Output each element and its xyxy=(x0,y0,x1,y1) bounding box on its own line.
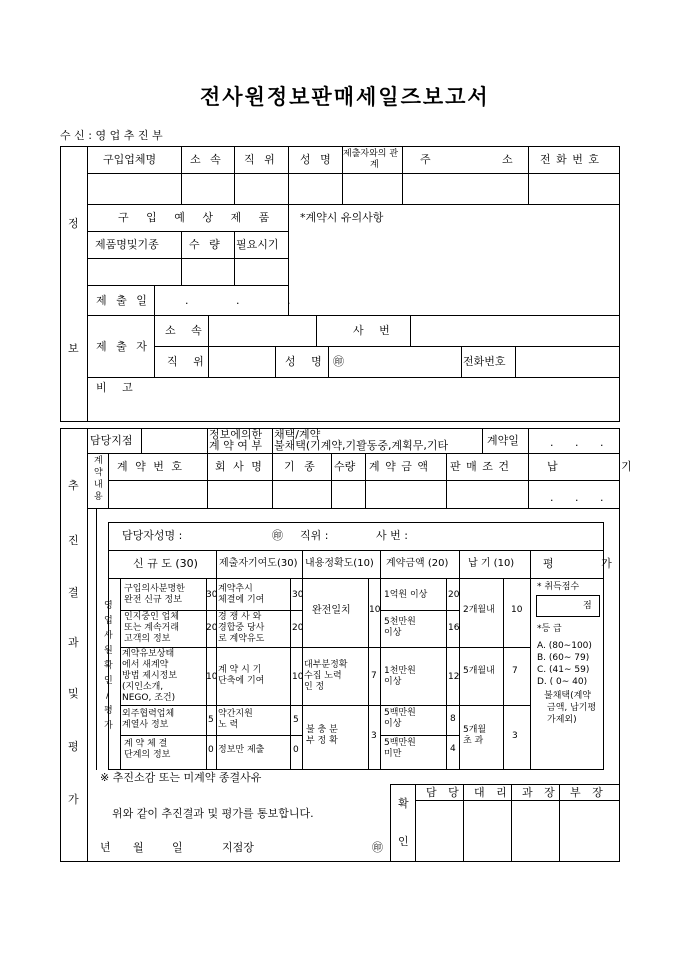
novelty-2-text-1: 인지중인 업체 xyxy=(124,612,180,622)
col-qty: 수량 xyxy=(334,460,356,473)
col-sales-terms: 판 매 조 건 xyxy=(450,460,510,473)
col-product-model: 제품명및기종 xyxy=(95,238,159,251)
submitter-phone-label: 전화번호 xyxy=(463,355,506,368)
novelty-4-text-2: 계열사 정보 xyxy=(122,720,169,730)
amount-4-score: 8 xyxy=(450,714,456,724)
eval-side-7: / xyxy=(106,691,110,701)
accuracy-1-score: 10 xyxy=(369,605,381,615)
contrib-1-text-1: 계약추시 xyxy=(218,584,253,594)
novelty-4-score: 5 xyxy=(208,715,214,725)
col-amount: 계 약 금 액 xyxy=(369,460,429,473)
grade-c: C. (41∼ 59) xyxy=(537,665,590,675)
submitter-position-label: 직 위 xyxy=(167,355,210,368)
hdr-relation-1: 제출자와의 관 xyxy=(343,149,399,159)
info-section xyxy=(60,146,620,422)
grade-a: A. (80∼100) xyxy=(537,641,592,651)
remarks-label: 비 고 xyxy=(96,381,139,394)
eval-col-contribution: 제출자기여도(30) xyxy=(219,558,298,569)
submitter-name-label: 성 명 xyxy=(285,355,328,368)
contrib-1-text-2: 체결에 기여 xyxy=(218,595,265,605)
amount-1-text: 1억원 이상 xyxy=(384,590,428,600)
eval-col-accuracy: 내용정확도(10) xyxy=(305,558,374,569)
delivery-2-score: 7 xyxy=(512,666,518,676)
novelty-3-text-1: 계약유보상태 xyxy=(122,649,175,659)
section-label-progress-6: 평 xyxy=(68,740,79,753)
section-label-progress-5: 및 xyxy=(68,687,79,700)
eval-side-1: 영 xyxy=(104,601,113,611)
delivery-2-text: 5개월내 xyxy=(463,666,495,676)
novelty-5-score: 0 xyxy=(208,745,214,755)
hdr-buyer: 구입업체명 xyxy=(103,153,157,166)
hdr-position: 직 위 xyxy=(244,153,278,166)
contract-date-label: 계약일 xyxy=(487,434,519,447)
novelty-5-text-2: 단계의 정보 xyxy=(124,750,171,760)
accuracy-2-score: 7 xyxy=(371,671,377,681)
approval-deputy: 대 리 xyxy=(474,786,511,799)
contract-side-3: 내 xyxy=(94,480,103,490)
amount-3-text-1: 1천만원 xyxy=(384,666,416,676)
confirm-label-1: 확 xyxy=(398,797,409,810)
novelty-2-text-2: 또는 계속거래 xyxy=(124,623,180,633)
rep-label: 담당자성명 : xyxy=(122,529,183,542)
contrib-2-text-2: 경합중 당사 xyxy=(218,623,265,633)
contract-date-value: . . . xyxy=(550,436,613,449)
hdr-phone: 전 화 번 호 xyxy=(540,153,600,166)
rating-note-1: 불채택(계약 xyxy=(544,691,591,701)
novelty-3-score: 10 xyxy=(206,672,218,682)
basis-label-1: 정보에의한 xyxy=(209,428,263,441)
submit-date-label: 제 출 일 xyxy=(96,294,150,307)
contrib-4-score: 5 xyxy=(293,715,299,725)
rep-position: 직위 : xyxy=(300,529,329,542)
score-title: * 취득점수 xyxy=(537,582,580,592)
amount-1-score: 20 xyxy=(448,590,460,600)
contrib-4-text-2: 노 력 xyxy=(218,720,239,730)
contract-side-4: 용 xyxy=(94,492,103,502)
hdr-relation-2: 계 xyxy=(370,160,379,170)
section-label-progress-7: 가 xyxy=(68,793,79,806)
rating-note-2: 금액, 납기평 xyxy=(547,703,597,713)
eval-side-6: 인 xyxy=(104,676,113,686)
approval-director: 부 장 xyxy=(570,786,607,799)
accuracy-2-text-1: 대부분정확 xyxy=(304,660,348,670)
branch-label: 담당지점 xyxy=(90,434,133,447)
novelty-2-text-3: 고객의 정보 xyxy=(124,634,171,644)
hdr-dept: 소 속 xyxy=(190,153,224,166)
eval-col-rating: 평 가 xyxy=(543,557,634,570)
form-title: 전사원정보판매세일즈보고서 xyxy=(200,84,490,109)
section-label-progress-1: 추 xyxy=(68,479,79,492)
contract-side-1: 계 xyxy=(94,456,103,466)
amount-4-text-2: 이상 xyxy=(384,719,402,729)
col-model: 기 종 xyxy=(284,460,318,473)
contrib-2-text-1: 경 쟁 사 와 xyxy=(218,612,262,622)
delivery-1-text: 2개월내 xyxy=(463,605,495,615)
date-day: 일 xyxy=(172,841,183,854)
novelty-4-text-1: 외주협력업체 xyxy=(122,709,175,719)
novelty-1-text-1: 구입의사분명한 xyxy=(124,584,185,594)
contrib-3-text-1: 계 약 시 기 xyxy=(218,665,262,675)
col-company: 회 사 명 xyxy=(215,460,264,473)
contract-note: *계약시 유의사항 xyxy=(300,211,384,224)
section-label-progress-3: 결 xyxy=(68,586,79,599)
hdr-address-1: 주 xyxy=(420,153,431,166)
product-header: 구 입 예 상 제 품 xyxy=(118,211,277,224)
delivery-3-text-1: 5개월 xyxy=(463,725,487,735)
novelty-1-score: 30 xyxy=(206,590,218,600)
novelty-2-score: 20 xyxy=(206,623,218,633)
accuracy-2-text-2: 수집 노력 xyxy=(304,671,342,681)
novelty-3-text-2: 에서 새계약 xyxy=(122,660,169,670)
contrib-3-text-2: 단축에 기여 xyxy=(218,676,265,686)
novelty-3-text-5: NEGO, 조건) xyxy=(122,693,176,703)
manager-label: 지점장 xyxy=(222,841,254,854)
novelty-1-text-2: 완전 신규 정보 xyxy=(124,595,182,605)
rating-note-3: 가제외) xyxy=(547,715,577,725)
eval-side-3: 사 xyxy=(104,631,113,641)
accuracy-3-text-2: 부 정 확 xyxy=(306,736,338,746)
manager-seal: ㊞ xyxy=(372,841,383,854)
amount-5-text-2: 미만 xyxy=(384,749,402,759)
amount-2-text-1: 5천만원 xyxy=(384,617,416,627)
submitter-label: 제 출 자 xyxy=(96,340,150,353)
accuracy-1-text: 완전일치 xyxy=(312,605,351,616)
amount-4-text-1: 5백만원 xyxy=(384,708,416,718)
accuracy-3-text-1: 불 충 분 xyxy=(306,725,338,735)
eval-col-delivery: 납 기 (10) xyxy=(468,558,515,569)
contrib-5-text-1: 정보만 제출 xyxy=(218,745,265,755)
eval-side-9: 가 xyxy=(104,721,113,731)
contrib-1-score: 30 xyxy=(292,590,304,600)
amount-3-score: 12 xyxy=(448,672,460,682)
eval-side-4: 원 xyxy=(104,646,113,656)
eval-side-2: 업 xyxy=(104,616,113,626)
eval-side-8: 평 xyxy=(104,706,113,716)
closing-reason-label: ※ 추진소감 또는 미계약 종결사유 xyxy=(100,771,262,784)
confirm-label-2: 인 xyxy=(398,835,409,848)
contrib-5-score: 0 xyxy=(293,745,299,755)
contrib-2-score: 20 xyxy=(292,623,304,633)
basis-option-2: 불채택(기계약,기꽐동중,계획무,기타 xyxy=(274,439,449,452)
delivery-3-text-2: 초 과 xyxy=(463,736,484,746)
basis-option-1: 채택/계약 xyxy=(274,428,321,441)
accuracy-3-score: 3 xyxy=(371,731,377,741)
grade-b: B. (60∼ 79) xyxy=(537,653,590,663)
contrib-4-text-1: 약간지원 xyxy=(218,709,253,719)
section-label-progress-2: 진 xyxy=(68,534,79,547)
accuracy-2-text-3: 인 정 xyxy=(304,682,325,692)
novelty-3-text-3: 방법 제시정보 xyxy=(122,671,178,681)
submitter-empno-label: 사 번 xyxy=(353,324,396,337)
amount-3-text-2: 이상 xyxy=(384,677,402,687)
score-unit: 점 xyxy=(583,601,592,611)
col-quantity: 수 량 xyxy=(189,238,223,251)
basis-label-2: 계 약 여 부 xyxy=(209,439,262,452)
amount-2-score: 16 xyxy=(448,623,460,633)
contrib-2-text-3: 로 계약유도 xyxy=(218,634,265,644)
amount-5-score: 4 xyxy=(450,744,456,754)
section-label-info-2: 보 xyxy=(68,342,85,355)
contrib-3-score: 10 xyxy=(292,672,304,682)
rep-seal: ㊞ xyxy=(272,529,283,542)
approval-staff: 담 당 xyxy=(426,786,463,799)
eval-col-novelty: 신 규 도 (30) xyxy=(133,557,198,570)
col-need-time: 필요시기 xyxy=(236,238,279,251)
novelty-3-text-4: (지인소개, xyxy=(122,682,164,692)
col-contract-no: 계 약 번 호 xyxy=(117,460,184,473)
contract-side-2: 약 xyxy=(94,468,103,478)
date-month: 월 xyxy=(133,841,144,854)
submitter-dept-label: 소 속 xyxy=(165,324,208,337)
eval-side-5: 확 xyxy=(104,661,113,671)
amount-2-text-2: 이상 xyxy=(384,628,402,638)
recipient-line: 수 신 : 영 업 추 진 부 xyxy=(60,129,163,142)
notice-text: 위와 같이 추진결과 및 평가를 통보합니다. xyxy=(112,807,314,820)
col-delivery: 납 기 xyxy=(547,460,662,473)
hdr-address-2: 소 xyxy=(502,153,513,166)
date-year: 년 xyxy=(100,841,111,854)
submitter-seal: ㊞ xyxy=(333,355,344,368)
amount-5-text-1: 5백만원 xyxy=(384,738,416,748)
delivery-3-score: 3 xyxy=(512,731,518,741)
approval-manager: 과 장 xyxy=(522,786,559,799)
grade-d: D. ( 0∼ 40) xyxy=(537,677,588,687)
delivery-dots: . . . xyxy=(550,491,613,504)
section-label-info-1: 정 xyxy=(68,217,85,230)
submit-date-value: . . . xyxy=(185,294,313,307)
delivery-1-score: 10 xyxy=(511,605,523,615)
section-label-progress-4: 과 xyxy=(68,636,79,649)
novelty-5-text-1: 계 약 체 결 xyxy=(124,739,168,749)
rep-empno: 사 번 : xyxy=(376,529,408,542)
eval-col-amount: 계약금액 (20) xyxy=(386,558,449,569)
grade-title: *등 급 xyxy=(537,624,562,634)
hdr-name: 성 명 xyxy=(300,153,334,166)
